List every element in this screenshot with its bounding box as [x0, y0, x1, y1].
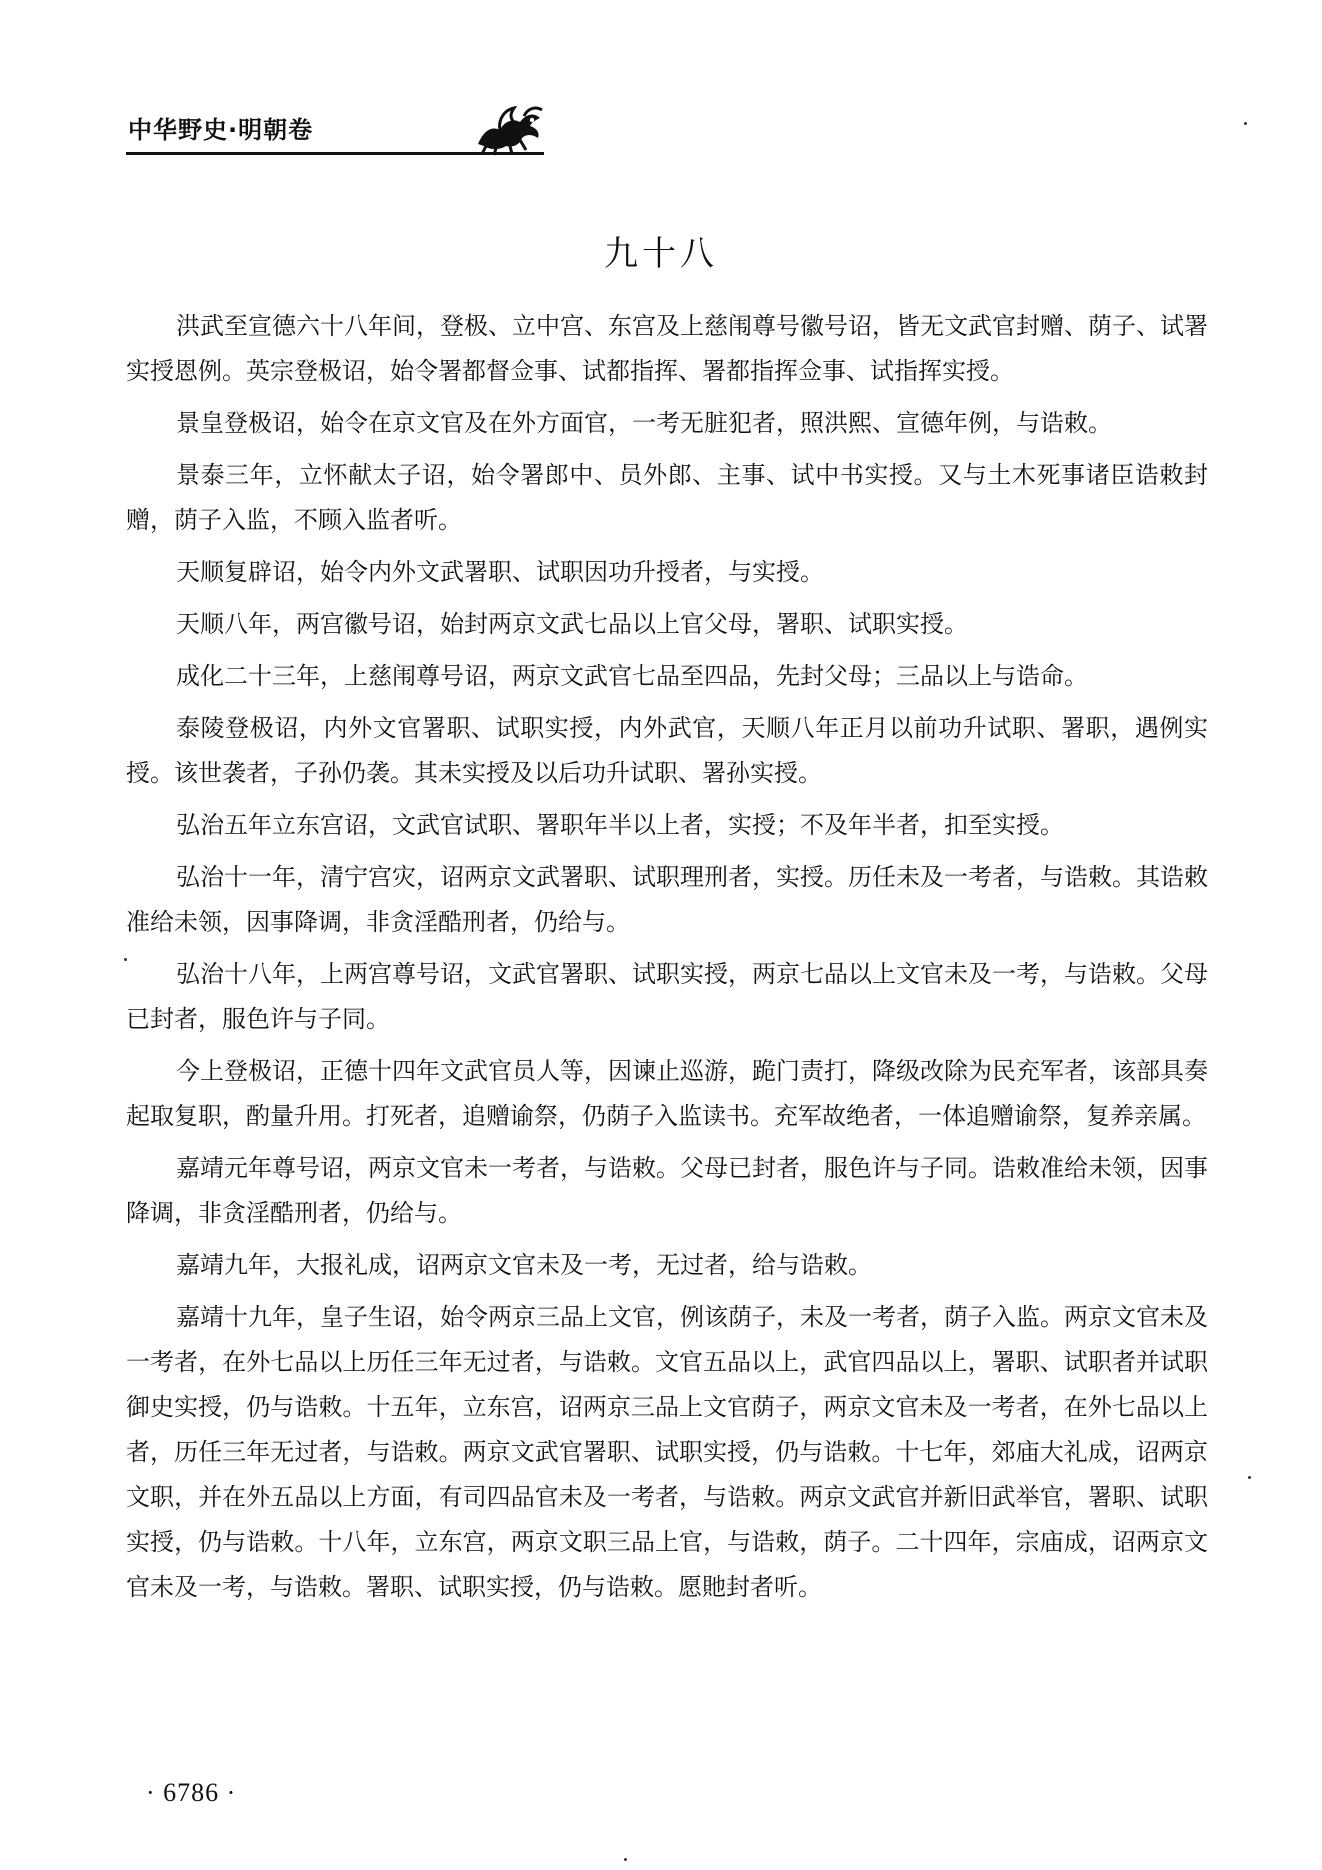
scan-speck — [624, 1858, 627, 1861]
running-title: 中华野史·明朝卷 — [128, 116, 314, 144]
scan-speck — [124, 958, 127, 961]
paragraph: 天顺复辟诏，始令内外文武署职、试职因功升授者，与实授。 — [176, 558, 824, 586]
dragon-emblem-icon — [470, 100, 546, 156]
paragraph: 成化二十三年，上慈闱尊号诏，两京文武官七品至四品，先封父母；三品以上与诰命。 — [176, 662, 1088, 690]
paragraph: 泰陵登极诏，内外文官署职、试职实授，内外武官，天顺八年正月以前功升试职、署职，遇例实授。该世袭者，子孙仍袭。其未实授及以后功升试职、署孙实授。 — [126, 714, 1208, 787]
paragraph: 弘治五年立东宫诏，文武官试职、署职年半以上者，实授；不及年半者，扣至实授。 — [176, 811, 1064, 839]
body-text — [126, 304, 1208, 1617]
paragraph: 今上登极诏，正德十四年文武官员人等，因谏止巡游，跪门责打，降级改除为民充军者，该部具奏起取复职，酌量升用。打死者，追赠谕祭，仍荫子入监读书。充军故绝者，一体追赠谕祭，复养亲属。 — [126, 1057, 1208, 1130]
paragraph: 嘉靖元年尊号诏，两京文官未一考者，与诰敕。父母已封者，服色许与子同。诰敕准给未领，因事降调，非贪淫酷刑者，仍给与。 — [126, 1154, 1208, 1227]
paragraph: 天顺八年，两宫徽号诏，始封两京文武七品以上官父母，署职、试职实授。 — [176, 610, 968, 638]
scan-speck — [1244, 122, 1247, 125]
paragraph: 景皇登极诏，始令在京文官及在外方面官，一考无脏犯者，照洪熙、宣德年例，与诰敕。 — [176, 409, 1112, 437]
header-rule — [126, 152, 544, 155]
paragraph: 嘉靖十九年，皇子生诏，始令两京三品上文官，例该荫子，未及一考者，荫子入监。两京文官未及一考者，在外七品以上历任三年无过者，与诰敕。文官五品以上，武官四品以上，署职、试职者并试职御史实授，仍与诰敕。十五年，立东宫，诏两京三品上文官荫子，两京文官未及一考者，在外七品以上者，历任三年无过者，与诰敕。两京文武官署职、试职实授，仍与诰敕。十七年，郊庙大礼成，诏两京文职，并在外五品以上方面，有司四品官未及一考者，与诰敕。两京文武官并新旧武举官，署职、试职实授，仍与诰敕。十八年，立东宫，两京文职三品上官，与诰敕，荫子。二十四年，宗庙成，诏两京文官未及一考，与诰敕。署职、试职实授，仍与诰敕。愿貤封者听。 — [126, 1303, 1208, 1601]
scan-speck — [1248, 1476, 1251, 1479]
chapter-title: 九十八 — [604, 234, 718, 274]
paragraph: 弘治十一年，清宁宫灾，诏两京文武署职、试职理刑者，实授。历任未及一考者，与诰敕。其诰敕准给未领，因事降调，非贪淫酷刑者，仍给与。 — [126, 863, 1208, 936]
paragraph: 洪武至宣德六十八年间，登极、立中宫、东宫及上慈闱尊号徽号诏，皆无文武官封赠、荫子、试署实授恩例。英宗登极诏，始令署都督佥事、试都指挥、署都指挥佥事、试指挥实授。 — [126, 312, 1208, 385]
paragraph: 景泰三年，立怀献太子诏，始令署郎中、员外郎、主事、试中书实授。又与土木死事诸臣诰敕封赠，荫子入监，不顾入监者听。 — [126, 461, 1208, 534]
paragraph: 嘉靖九年，大报礼成，诏两京文官未及一考，无过者，给与诰敕。 — [176, 1251, 872, 1279]
paragraph: 弘治十八年，上两宫尊号诏，文武官署职、试职实授，两京七品以上文官未及一考，与诰敕。父母已封者，服色许与子同。 — [126, 960, 1208, 1033]
page-number: · 6786 · — [146, 1778, 237, 1807]
